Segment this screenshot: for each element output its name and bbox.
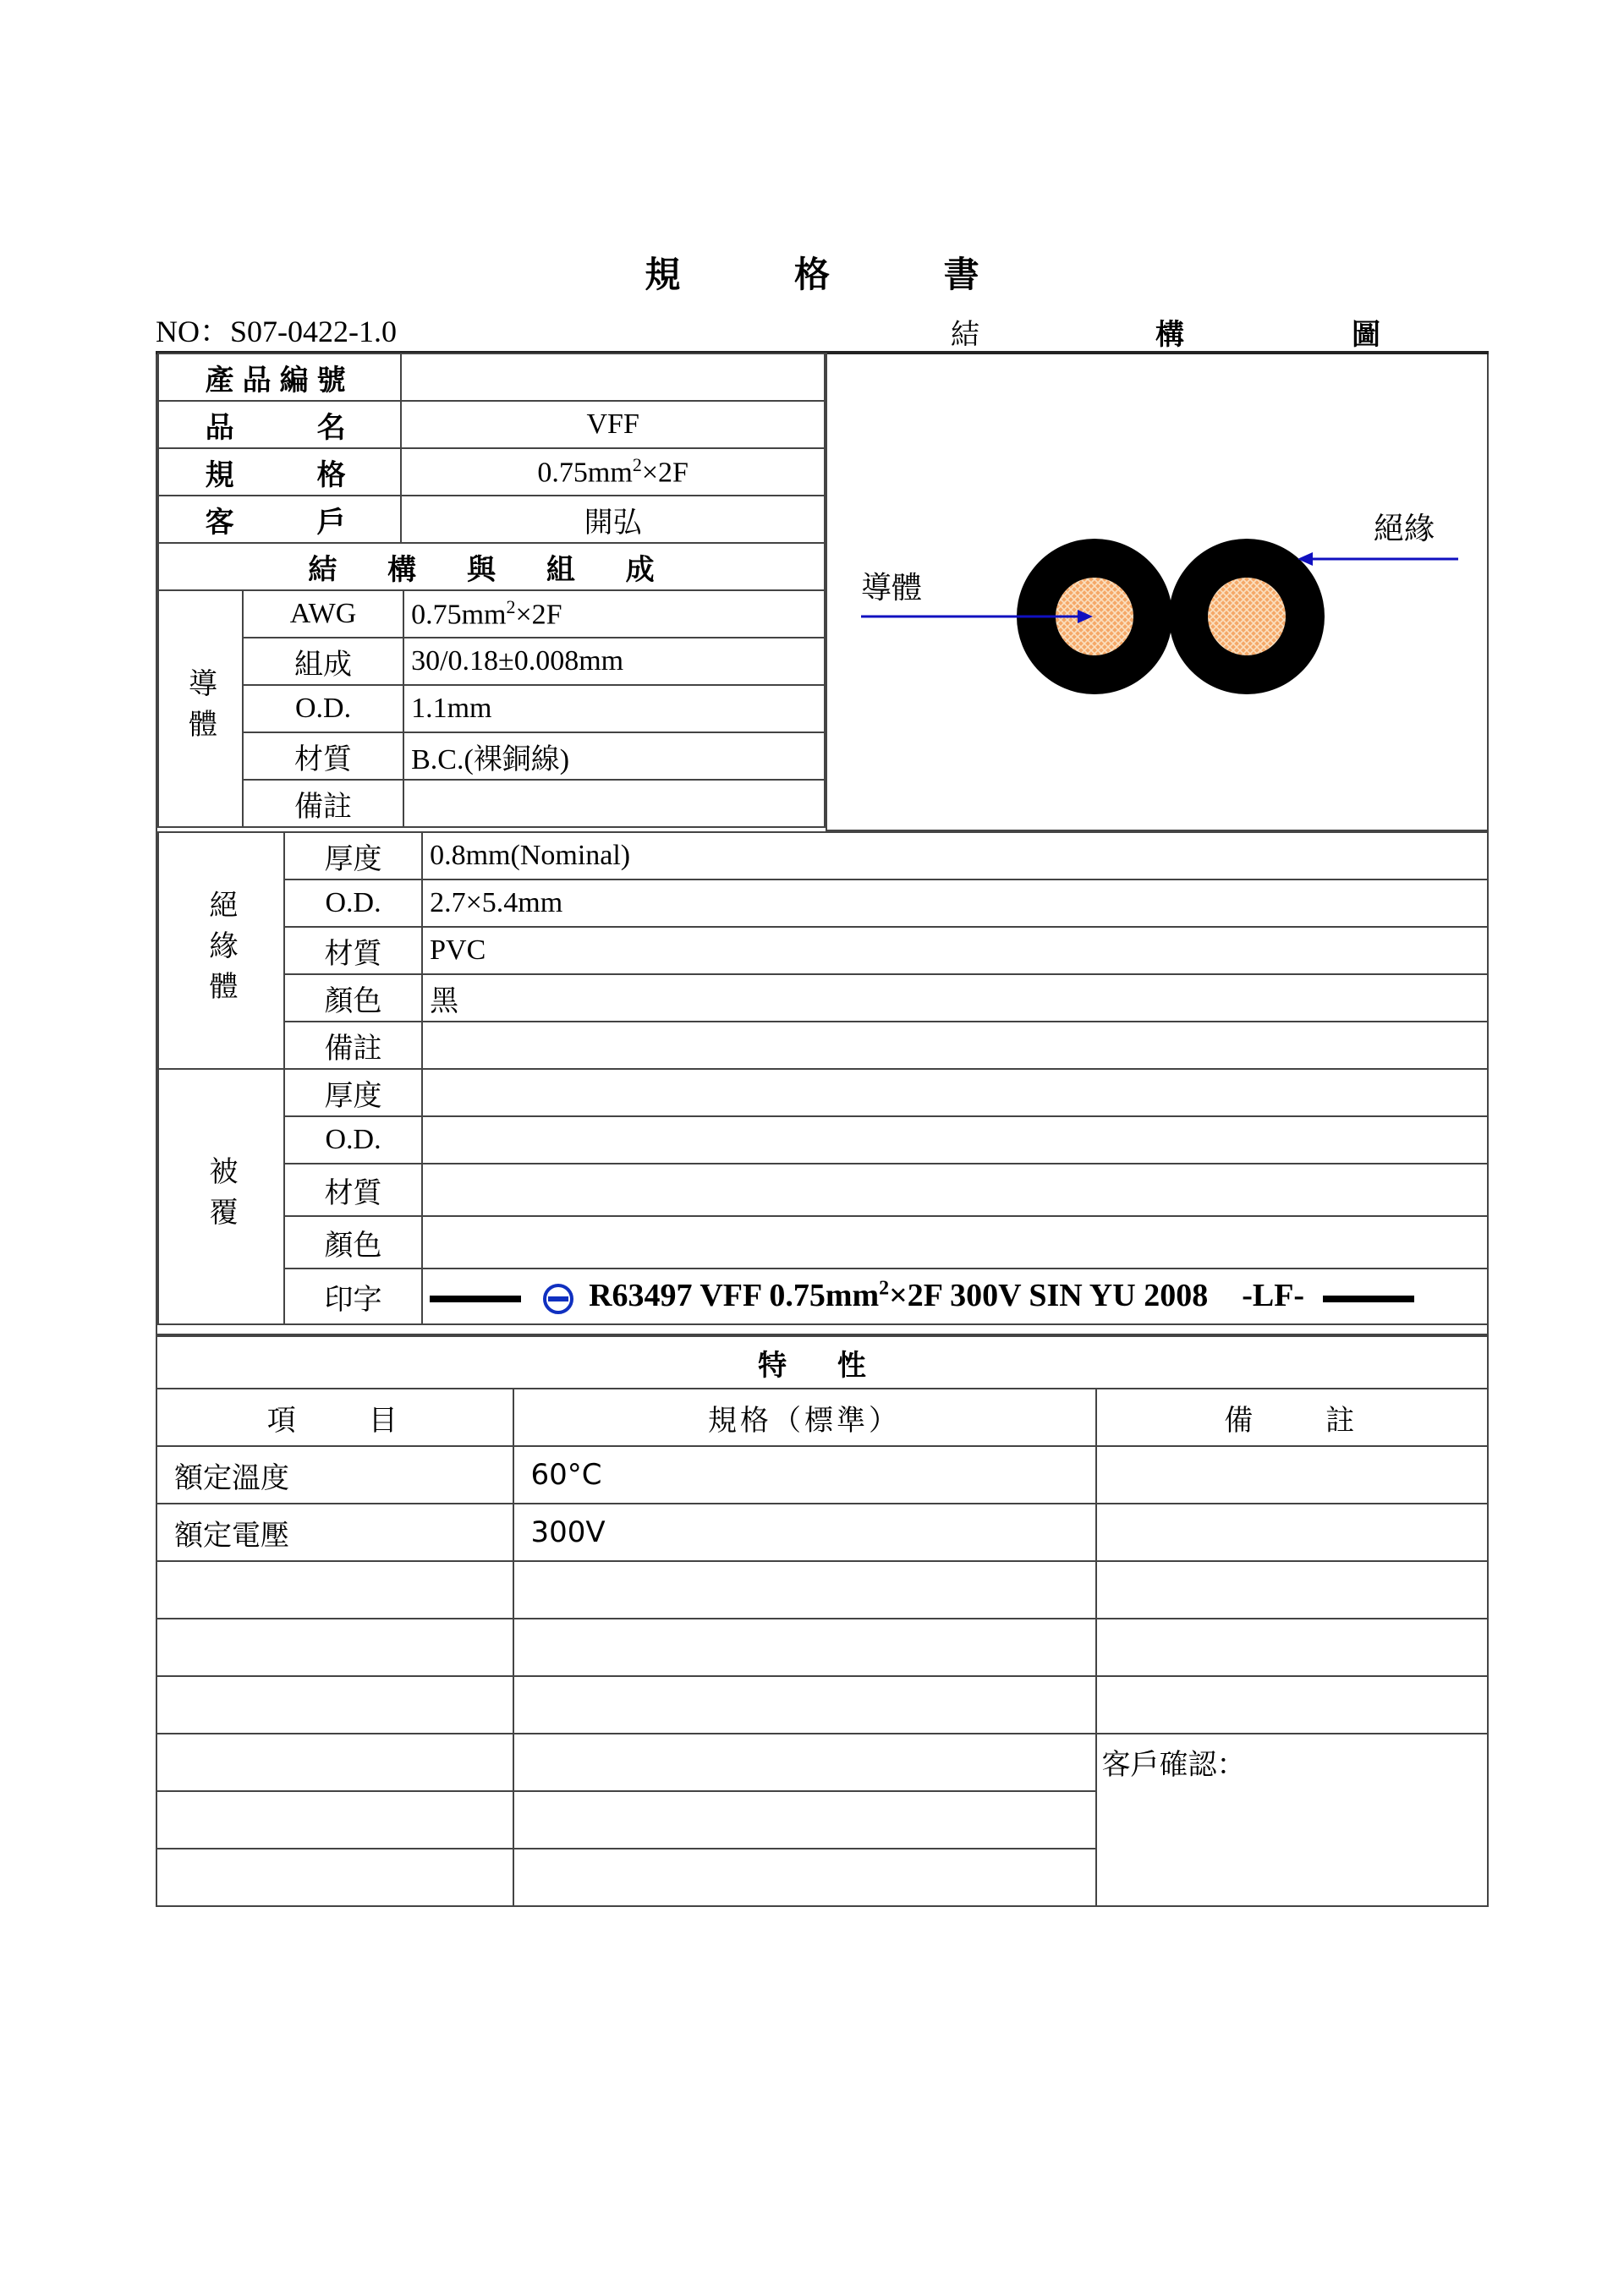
- conductor-od-value: 1.1mm: [403, 685, 825, 732]
- rated-temp-label: 額定溫度: [156, 1446, 513, 1504]
- customer-confirm: 客戶確認：: [1096, 1734, 1488, 1906]
- cable-structure-diagram: [826, 353, 1489, 831]
- rated-voltage-value: 300V: [513, 1504, 1096, 1561]
- insulation-note-value: [422, 1022, 1488, 1069]
- jacket-od-label: O.D.: [284, 1116, 422, 1164]
- insulation-color-label: 顏色: [284, 974, 422, 1022]
- awg-label: AWG: [243, 590, 403, 638]
- rated-voltage-label: 額定電壓: [156, 1504, 513, 1561]
- conductor-note-value: [403, 780, 825, 827]
- print-marking: R63497 VFF $0.75mm^2\times 2F$ 300V SIN YU 2008 -LF-: [430, 1278, 1414, 1313]
- customer-label: 客 戶: [158, 496, 401, 543]
- jacket-material-label: 材質: [284, 1164, 422, 1216]
- jacket-material-value: [422, 1164, 1488, 1216]
- conductor-note-label: 備註: [243, 780, 403, 827]
- properties-table: [156, 1335, 1489, 1907]
- diagram-header-char-3: 圖: [1352, 318, 1380, 352]
- conductor-label: 導體: [861, 571, 923, 606]
- insulation-thickness-label: 厚度: [284, 832, 422, 879]
- print-line-left: [430, 1296, 521, 1302]
- insulation-material-label: 材質: [284, 927, 422, 974]
- insulation-color-value: 黑: [422, 974, 1488, 1022]
- customer-value: 開弘: [401, 496, 825, 543]
- conductor-table: [157, 589, 826, 828]
- certification-mark-icon: [541, 1282, 575, 1316]
- insulation-od-label: O.D.: [284, 879, 422, 927]
- properties-header: 特 性: [156, 1336, 1488, 1389]
- empty-row: [156, 1734, 1488, 1791]
- print-line-right: [1323, 1296, 1414, 1302]
- insulation-label: 絕緣: [1374, 512, 1435, 546]
- spec-label: 規 格: [158, 448, 401, 496]
- col-note-header: 備 註: [1096, 1389, 1488, 1446]
- document-number: NO：S07-0422-1.0: [156, 315, 397, 348]
- rated-voltage-note: [1096, 1504, 1488, 1561]
- spec-value: $0.75mm^2\times 2F$: [401, 448, 825, 496]
- conductor-group-label: 導體: [158, 590, 243, 827]
- jacket-group-label: 被覆: [158, 1069, 284, 1324]
- jacket-color-value: [422, 1216, 1488, 1269]
- product-code-label: 產品編號: [158, 353, 401, 401]
- jacket-thickness-label: 厚度: [284, 1069, 422, 1116]
- insulation-jacket-table: [157, 831, 1489, 1325]
- document-title: 規 格 書: [645, 254, 1030, 295]
- conductor-od-label: O.D.: [243, 685, 403, 732]
- insulation-group-label: 絕緣體: [158, 832, 284, 1069]
- cable-cross-section-svg: [827, 353, 1489, 830]
- insulation-note-label: 備註: [284, 1022, 422, 1069]
- col-spec-header: 規格（標準）: [513, 1389, 1096, 1446]
- insulation-thickness-value: 0.8mm(Nominal): [422, 832, 1488, 879]
- print-label: 印字: [284, 1269, 422, 1324]
- rated-temp-note: [1096, 1446, 1488, 1504]
- composition-value: 30/0.18±0.008mm: [403, 638, 825, 685]
- composition-label: 組成: [243, 638, 403, 685]
- diagram-header-char-1: 結: [951, 318, 979, 352]
- print-value: [422, 1269, 1488, 1324]
- product-name-value: VFF: [401, 401, 825, 448]
- insulation-material-value: PVC: [422, 927, 1488, 974]
- product-code-value: [401, 353, 825, 401]
- product-name-label: 品 名: [158, 401, 401, 448]
- diagram-header-char-2: 構: [1155, 318, 1184, 352]
- spec-upper-section: [156, 351, 1489, 1335]
- jacket-od-value: [422, 1116, 1488, 1164]
- awg-value: $0.75mm^2\times 2F$: [403, 590, 825, 638]
- rated-temp-value: 60°C: [513, 1446, 1096, 1504]
- insulation-od-value: 2.7×5.4mm: [422, 879, 1488, 927]
- jacket-color-label: 顏色: [284, 1216, 422, 1269]
- empty-row: [156, 1676, 1488, 1734]
- jacket-thickness-value: [422, 1069, 1488, 1116]
- product-info-table: [157, 353, 826, 591]
- conductor-material-value: B.C.(裸銅線): [403, 732, 825, 780]
- col-item-header: 項 目: [156, 1389, 513, 1446]
- structure-header: 結 構 與 組 成: [158, 543, 825, 590]
- empty-row: [156, 1619, 1488, 1676]
- conductor-right: [1208, 578, 1286, 655]
- empty-row: [156, 1561, 1488, 1619]
- conductor-material-label: 材質: [243, 732, 403, 780]
